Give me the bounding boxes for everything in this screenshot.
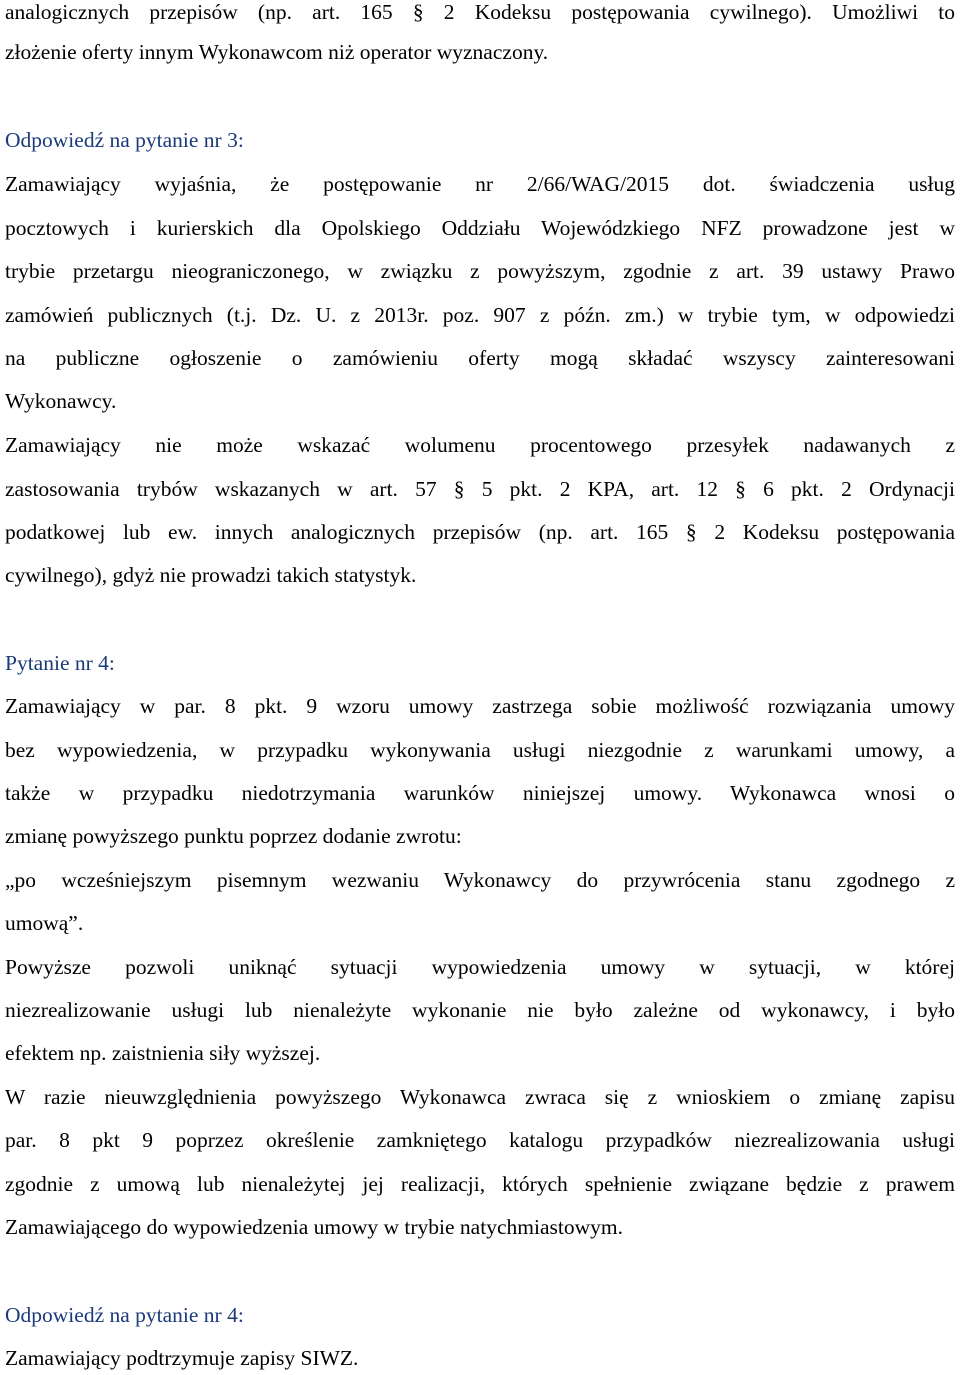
paragraph-line: Zamawiający w par. 8 pkt. 9 wzoru umowy zastrzega sobie możliwość rozwiązania umowy xyxy=(5,694,955,718)
paragraph-line: Zamawiający wyjaśnia, że postępowanie nr 2/66/WAG/2015 dot. świadczenia usług xyxy=(5,172,955,196)
paragraph-line: na publiczne ogłoszenie o zamówieniu oferty mogą składać wszyscy zainteresowani xyxy=(5,346,955,370)
paragraph-line: zgodnie z umową lub nienależytej jej realizacji, których spełnienie związane będzie z prawem xyxy=(5,1172,955,1196)
paragraph-line: Zamawiający podtrzymuje zapisy SIWZ. xyxy=(5,1346,359,1370)
paragraph-line: W razie nieuwzględnienia powyższego Wykonawca zwraca się z wnioskiem o zmianę zapisu xyxy=(5,1085,955,1109)
section-heading-answer-3: Odpowiedź na pytanie nr 3: xyxy=(5,128,244,152)
paragraph-line: Wykonawcy. xyxy=(5,389,117,413)
paragraph-line: „po wcześniejszym pisemnym wezwaniu Wykonawcy do przywrócenia stanu zgodnego z xyxy=(5,868,955,892)
paragraph-line: zamówień publicznych (t.j. Dz. U. z 2013r. poz. 907 z późn. zm.) w trybie tym, w odpowiedzi xyxy=(5,303,955,327)
paragraph-line: zastosowania trybów wskazanych w art. 57 § 5 pkt. 2 KPA, art. 12 § 6 pkt. 2 Ordynacji xyxy=(5,477,955,501)
paragraph-line: Zamawiającego do wypowiedzenia umowy w trybie natychmiastowym. xyxy=(5,1215,623,1239)
paragraph-line: zmianę powyższego punktu poprzez dodanie zwrotu: xyxy=(5,824,462,848)
section-heading-answer-4: Odpowiedź na pytanie nr 4: xyxy=(5,1303,244,1327)
paragraph-line: także w przypadku niedotrzymania warunków niniejszej umowy. Wykonawca wnosi o xyxy=(5,781,955,805)
paragraph-line: efektem np. zaistnienia siły wyższej. xyxy=(5,1041,321,1065)
paragraph-line: umową”. xyxy=(5,911,84,935)
paragraph-line: podatkowej lub ew. innych analogicznych przepisów (np. art. 165 § 2 Kodeksu postępowania xyxy=(5,520,955,544)
paragraph-line: bez wypowiedzenia, w przypadku wykonywania usługi niezgodnie z warunkami umowy, a xyxy=(5,738,955,762)
paragraph-line: Powyższe pozwoli uniknąć sytuacji wypowiedzenia umowy w sytuacji, w której xyxy=(5,955,955,979)
paragraph-line: Zamawiający nie może wskazać wolumenu procentowego przesyłek nadawanych z xyxy=(5,433,955,457)
section-heading-question-4: Pytanie nr 4: xyxy=(5,651,115,675)
paragraph-line: par. 8 pkt 9 poprzez określenie zamkniętego katalogu przypadków niezrealizowania usługi xyxy=(5,1128,955,1152)
paragraph-line: trybie przetargu nieograniczonego, w związku z powyższym, zgodnie z art. 39 ustawy Prawo xyxy=(5,259,955,283)
paragraph-line: analogicznych przepisów (np. art. 165 § 2 Kodeksu postępowania cywilnego). Umożliwi to xyxy=(5,0,955,24)
paragraph-line: złożenie oferty innym Wykonawcom niż operator wyznaczony. xyxy=(5,40,549,64)
paragraph-line: cywilnego), gdyż nie prowadzi takich statystyk. xyxy=(5,563,417,587)
paragraph-line: pocztowych i kurierskich dla Opolskiego Oddziału Wojewódzkiego NFZ prowadzone jest w xyxy=(5,216,955,240)
paragraph-line: niezrealizowanie usługi lub nienależyte wykonanie nie było zależne od wykonawcy, i było xyxy=(5,998,955,1022)
